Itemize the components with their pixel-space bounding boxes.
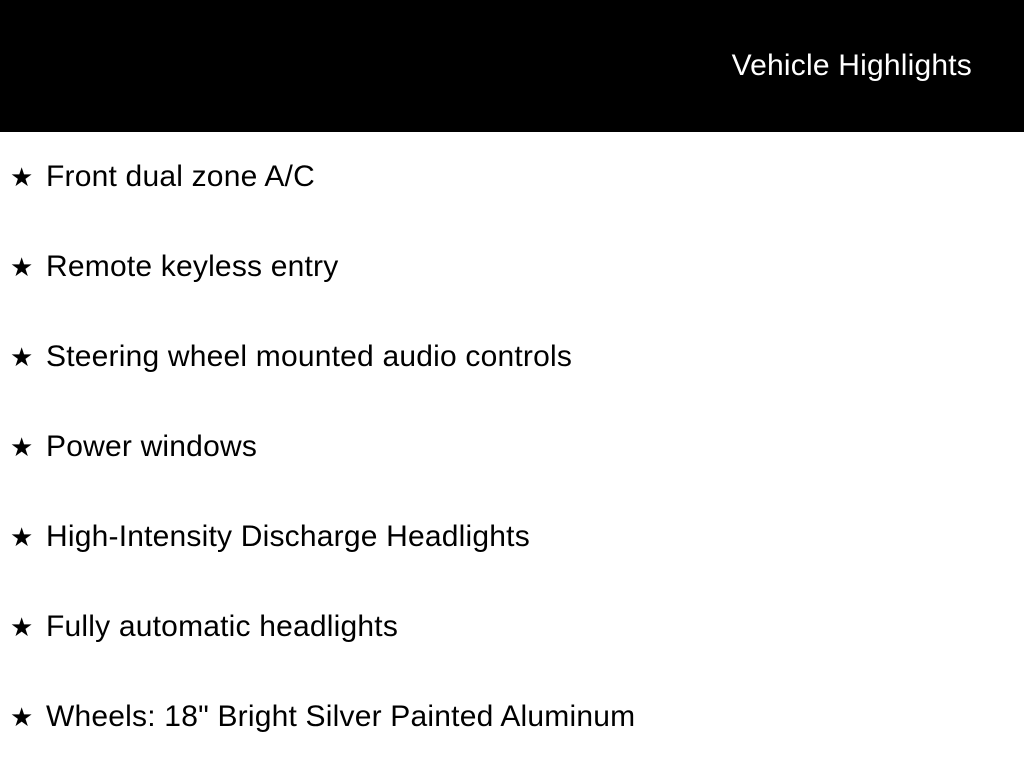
highlight-label: Wheels: 18" Bright Silver Painted Aluminum — [46, 700, 636, 733]
list-item — [0, 402, 1024, 492]
list-item — [0, 672, 1024, 762]
star-icon: ★ — [10, 432, 34, 462]
list-item — [0, 582, 1024, 672]
highlight-label: Steering wheel mounted audio controls — [46, 340, 573, 373]
highlight-label: Power windows — [46, 430, 258, 463]
star-icon: ★ — [10, 702, 34, 732]
star-icon: ★ — [10, 162, 34, 192]
header-bar — [0, 0, 1024, 132]
page-title: Vehicle Highlights — [731, 49, 972, 82]
highlights-list — [0, 132, 1024, 768]
star-icon: ★ — [10, 342, 34, 372]
highlight-label: Remote keyless entry — [46, 250, 339, 283]
star-icon: ★ — [10, 522, 34, 552]
highlight-label: High-Intensity Discharge Headlights — [46, 520, 530, 553]
list-item — [0, 312, 1024, 402]
list-item — [0, 492, 1024, 582]
highlight-label: Fully automatic headlights — [46, 610, 399, 643]
star-icon: ★ — [10, 612, 34, 642]
star-icon: ★ — [10, 252, 34, 282]
highlight-label: Front dual zone A/C — [46, 160, 315, 193]
list-item — [0, 132, 1024, 222]
list-item — [0, 222, 1024, 312]
